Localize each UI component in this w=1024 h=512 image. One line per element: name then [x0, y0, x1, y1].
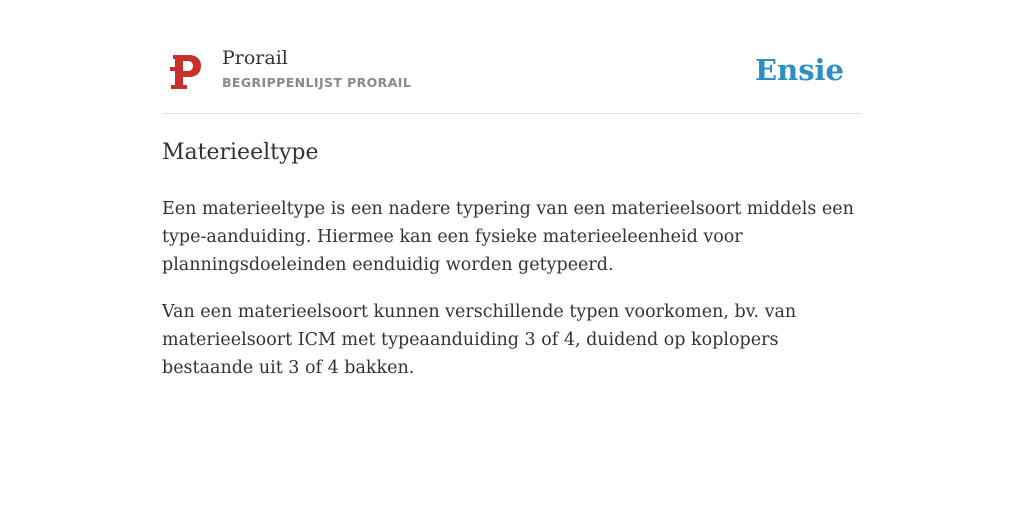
- brand-logo[interactable]: Ensie: [755, 53, 844, 87]
- prorail-p-logo-icon[interactable]: [169, 53, 203, 91]
- site-name[interactable]: Prorail: [222, 47, 288, 69]
- page-title: Materieeltype: [162, 140, 319, 165]
- definition-paragraph: Een materieeltype is een nadere typering van een materieelsoort middels een type-aanduiding. Hiermee kan een fysieke materieeleenheid voor planningsdoeleinden eenduidig worden getypeerd.: [162, 199, 854, 275]
- example-paragraph: Van een materieelsoort kunnen verschillende typen voorkomen, bv. van materieelsoort ICM met typeaanduiding 3 of 4, duidend op koplopers bestaande uit 3 of 4 bakken.: [162, 302, 797, 378]
- article: [162, 137, 862, 401]
- site-header: [162, 36, 862, 114]
- site-subtitle[interactable]: BEGRIPPENLIJST PRORAIL: [222, 75, 412, 90]
